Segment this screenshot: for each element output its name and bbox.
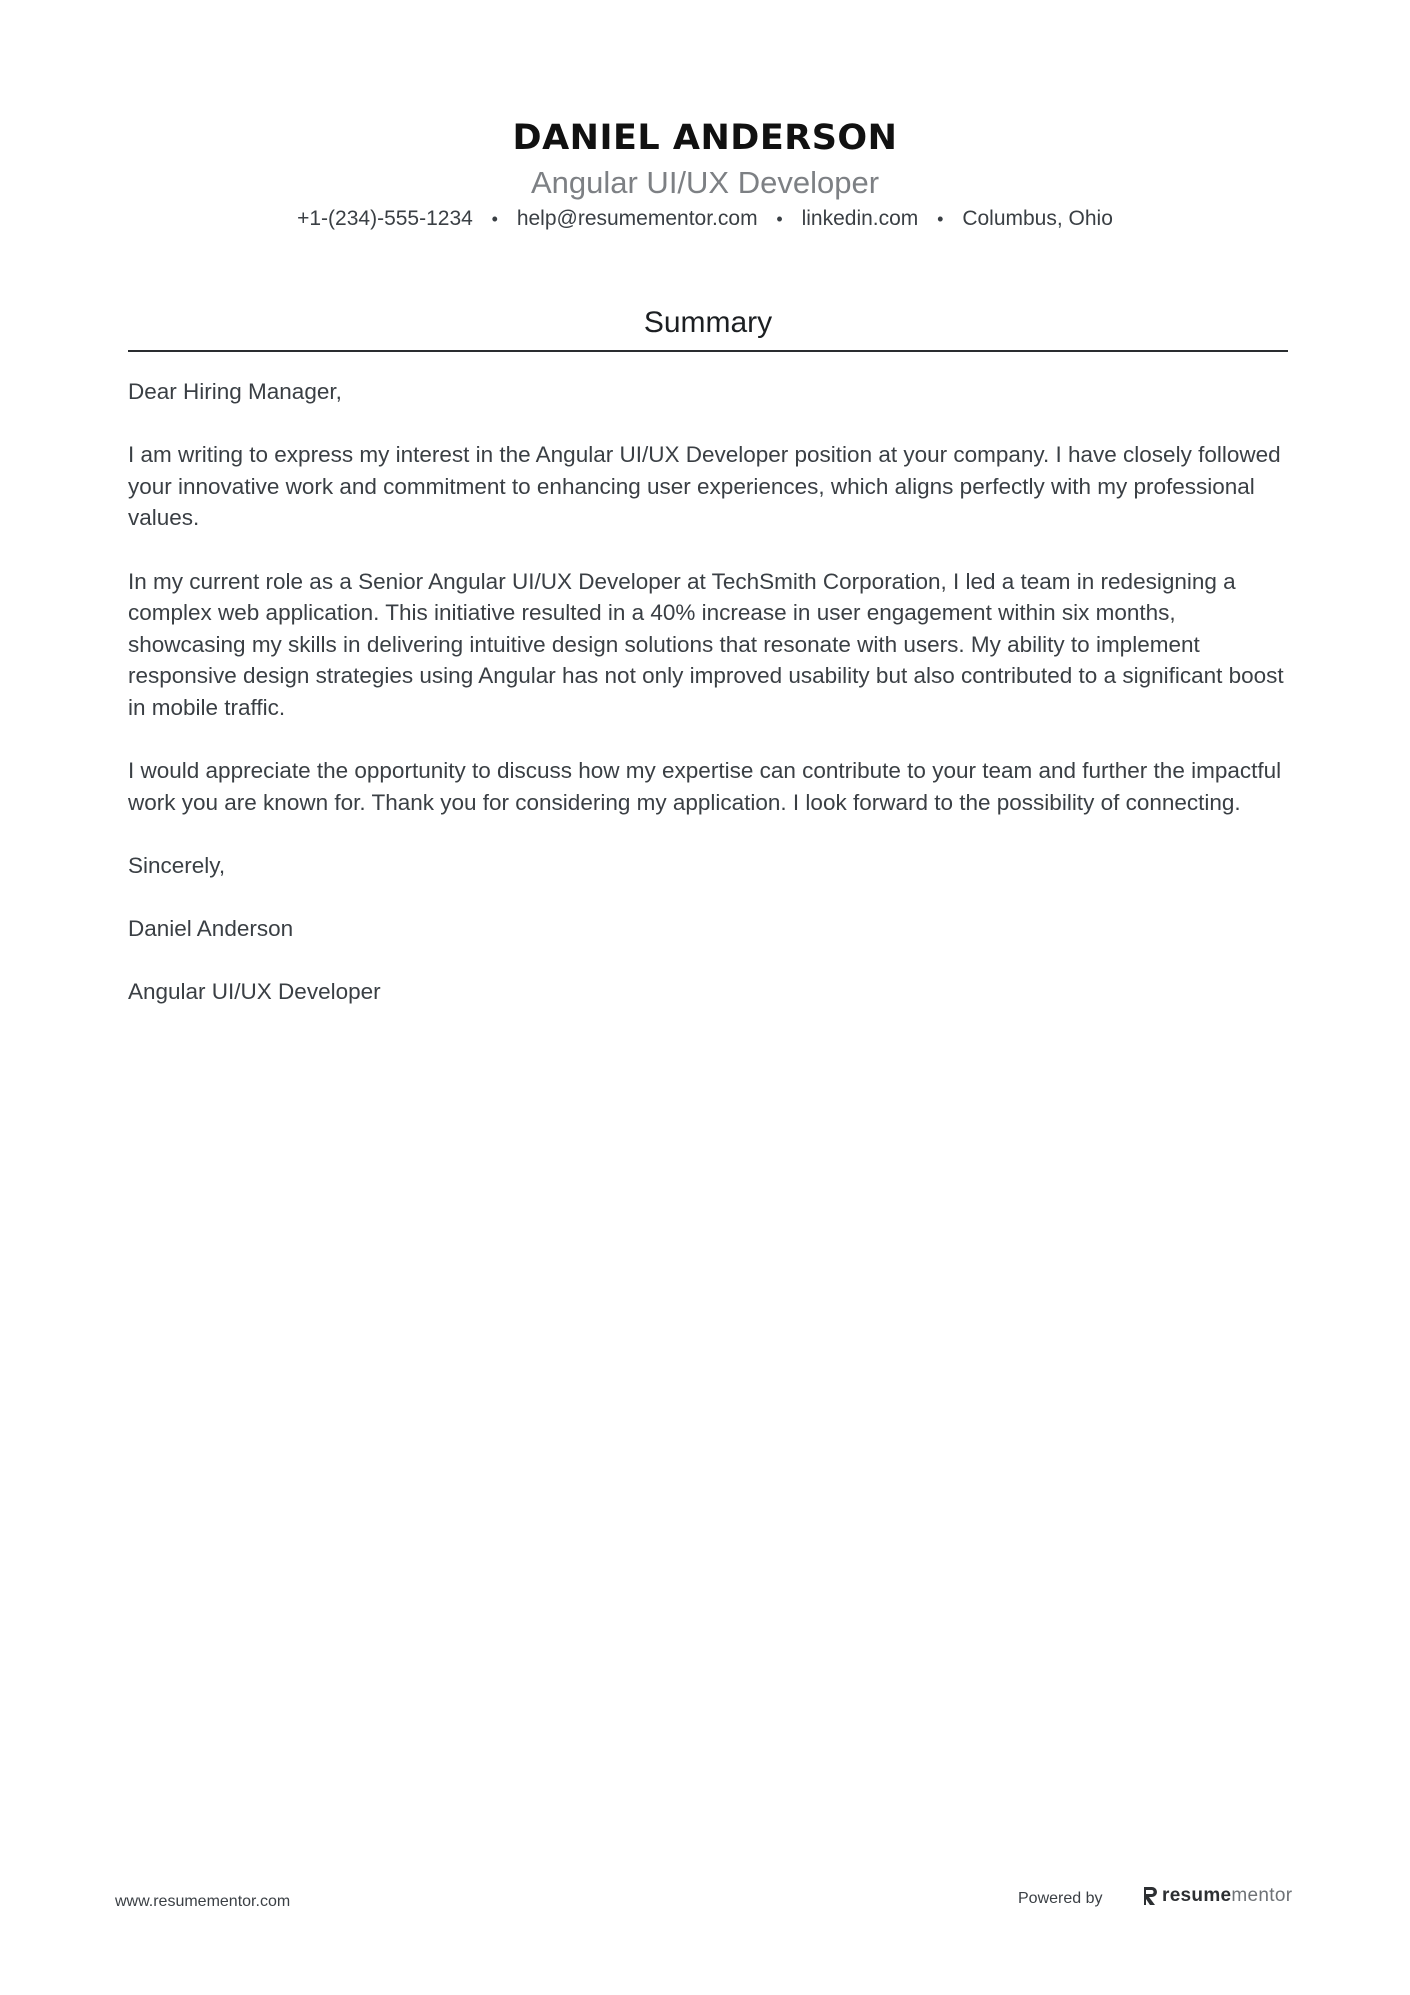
letter-paragraph: I am writing to express my interest in the Angular UI/UX Developer position at your company. I have closely followed your innovative work and commitment to enhancing user experiences, which aligns perfectly with my professional values.: [128, 442, 1281, 531]
contact-phone: +1-(234)-555-1234: [297, 207, 473, 230]
contact-separator: •: [776, 209, 783, 229]
candidate-title: Angular UI/UX Developer: [530, 165, 880, 200]
brand-wordmark-bold: resume: [1162, 1885, 1232, 1906]
contact-email[interactable]: help@resumementor.com: [516, 207, 758, 230]
contact-location: Columbus, Ohio: [962, 207, 1113, 230]
letter-closing: Sincerely,: [128, 852, 226, 878]
brand-wordmark-light: mentor: [1231, 1885, 1293, 1906]
section-divider: [128, 350, 1288, 352]
contact-separator: •: [937, 209, 944, 229]
letter-paragraph: In my current role as a Senior Angular UI/UX Developer at TechSmith Corporation, I led a team in redesigning a complex web application. This initiative resulted in a 40% increase in user engagement within six months, showcasing my skills in delivering intuitive design solutions that resonate with users. My ability to implement responsive design strategies using Angular has not only improved usability but also contributed to a significant boost in mobile traffic.: [128, 568, 1284, 720]
resume-header: [0, 112, 1410, 234]
resumementor-logo-icon: [1142, 1886, 1158, 1906]
contact-line: [0, 204, 1410, 234]
contact-linkedin[interactable]: linkedin.com: [801, 207, 919, 230]
letter-greeting: Dear Hiring Manager,: [128, 379, 342, 404]
footer-website-link[interactable]: www.resumementor.com: [115, 1893, 291, 1910]
contact-separator: •: [491, 209, 498, 229]
footer-powered-by: Powered by: [1018, 1890, 1103, 1907]
footer-brand-logo[interactable]: [1142, 1885, 1292, 1907]
signature-name: Daniel Anderson: [128, 916, 294, 942]
letter-paragraph: I would appreciate the opportunity to discuss how my expertise can contribute to your team and further the impactful work you are known for. Thank you for considering my application. I look forward to the possibility of connecting.: [128, 758, 1282, 815]
signature-title: Angular UI/UX Developer: [128, 979, 381, 1005]
brand-wordmark: [1162, 1885, 1292, 1907]
section-title-summary: Summary: [643, 306, 773, 339]
candidate-name: DANIEL ANDERSON: [512, 118, 898, 158]
letter-body: [128, 376, 1288, 1039]
